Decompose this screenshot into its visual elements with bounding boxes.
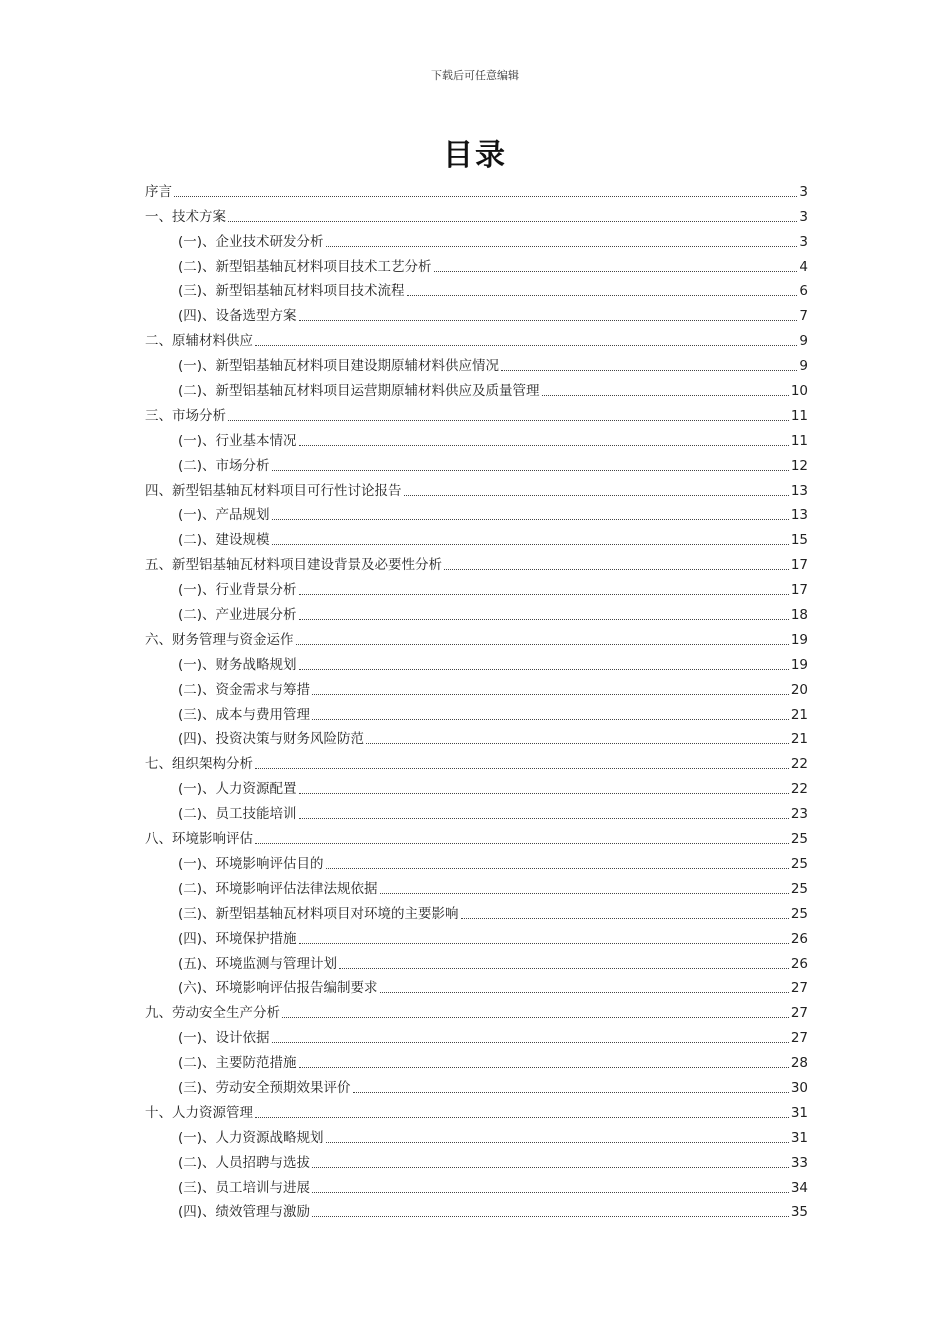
toc-entry-title: 序言 xyxy=(145,183,172,200)
toc-leader-dots xyxy=(444,569,789,570)
toc-leader-dots xyxy=(272,1042,789,1043)
toc-leader-dots xyxy=(461,918,789,919)
toc-subentry[interactable] xyxy=(145,973,808,998)
toc-leader-dots xyxy=(353,1092,789,1093)
toc-entry-title: (二)、资金需求与筹措 xyxy=(178,681,311,698)
toc-page-number: 22 xyxy=(790,756,808,773)
toc-entry-title: (一)、企业技术研发分析 xyxy=(178,233,324,250)
toc-page-number: 25 xyxy=(790,905,808,922)
toc-entry-title: (一)、人力资源配置 xyxy=(178,781,297,798)
toc-subentry[interactable] xyxy=(145,1047,808,1072)
toc-page-number: 30 xyxy=(790,1079,808,1096)
toc-entry-title: 七、组织架构分析 xyxy=(145,756,253,773)
toc-entry-title: (二)、员工技能培训 xyxy=(178,806,297,823)
table-of-contents xyxy=(145,176,808,1221)
toc-leader-dots xyxy=(296,644,789,645)
toc-subentry[interactable] xyxy=(145,276,808,301)
toc-leader-dots xyxy=(380,992,789,993)
toc-page-number: 3 xyxy=(799,183,808,200)
toc-subentry[interactable] xyxy=(145,1147,808,1172)
toc-entry-title: 一、技术方案 xyxy=(145,208,226,225)
toc-leader-dots xyxy=(272,470,789,471)
toc-leader-dots xyxy=(255,843,789,844)
toc-leader-dots xyxy=(299,943,789,944)
toc-page-number: 4 xyxy=(799,258,808,275)
page-title: 目录 xyxy=(443,138,507,173)
toc-page-number: 6 xyxy=(799,283,808,300)
toc-page-number: 21 xyxy=(790,706,808,723)
toc-entry-title: (二)、主要防范措施 xyxy=(178,1055,297,1072)
toc-page-number: 11 xyxy=(790,432,808,449)
toc-subentry[interactable] xyxy=(145,1072,808,1097)
toc-leader-dots xyxy=(326,868,789,869)
toc-page-number: 35 xyxy=(790,1204,808,1221)
toc-leader-dots xyxy=(299,669,789,670)
toc-page-number: 34 xyxy=(790,1179,808,1196)
toc-page-number: 9 xyxy=(799,333,808,350)
toc-leader-dots xyxy=(228,221,797,222)
toc-subentry[interactable] xyxy=(145,1197,808,1222)
toc-page-number: 15 xyxy=(790,532,808,549)
toc-subentry[interactable] xyxy=(145,848,808,873)
toc-entry[interactable] xyxy=(145,475,808,500)
toc-leader-dots xyxy=(255,345,797,346)
toc-entry[interactable] xyxy=(145,549,808,574)
toc-page-number: 12 xyxy=(790,457,808,474)
toc-entry-title: (一)、人力资源战略规划 xyxy=(178,1129,324,1146)
toc-subentry[interactable] xyxy=(145,873,808,898)
toc-leader-dots xyxy=(380,893,789,894)
toc-page-number: 27 xyxy=(790,1030,808,1047)
toc-leader-dots xyxy=(312,1192,789,1193)
toc-leader-dots xyxy=(272,544,789,545)
toc-leader-dots xyxy=(299,619,789,620)
toc-leader-dots xyxy=(228,420,789,421)
page-header: 下载后可任意编辑 xyxy=(431,69,519,82)
toc-entry-title: (一)、财务战略规划 xyxy=(178,656,297,673)
toc-subentry[interactable] xyxy=(145,524,808,549)
toc-subentry[interactable] xyxy=(145,898,808,923)
toc-subentry[interactable] xyxy=(145,599,808,624)
toc-entry-title: (三)、员工培训与进展 xyxy=(178,1179,311,1196)
toc-entry-title: (四)、投资决策与财务风险防范 xyxy=(178,731,365,748)
toc-entry-title: 九、劳动安全生产分析 xyxy=(145,1005,280,1022)
toc-entry-title: (二)、新型铝基轴瓦材料项目技术工艺分析 xyxy=(178,258,432,275)
toc-page-number: 25 xyxy=(790,831,808,848)
toc-subentry[interactable] xyxy=(145,350,808,375)
toc-entry[interactable] xyxy=(145,823,808,848)
toc-subentry[interactable] xyxy=(145,500,808,525)
toc-page-number: 23 xyxy=(790,806,808,823)
toc-entry-title: (二)、新型铝基轴瓦材料项目运营期原辅材料供应及质量管理 xyxy=(178,383,540,400)
toc-entry[interactable] xyxy=(145,400,808,425)
toc-entry[interactable] xyxy=(145,748,808,773)
toc-leader-dots xyxy=(299,594,789,595)
toc-page-number: 25 xyxy=(790,855,808,872)
toc-subentry[interactable] xyxy=(145,574,808,599)
toc-leader-dots xyxy=(407,295,798,296)
toc-entry-title: 六、财务管理与资金运作 xyxy=(145,631,294,648)
toc-entry-title: 三、市场分析 xyxy=(145,407,226,424)
toc-leader-dots xyxy=(299,1067,789,1068)
toc-subentry[interactable] xyxy=(145,450,808,475)
toc-page-number: 22 xyxy=(790,781,808,798)
toc-subentry[interactable] xyxy=(145,1172,808,1197)
toc-entry-title: (一)、行业基本情况 xyxy=(178,432,297,449)
toc-entry-title: (一)、设计依据 xyxy=(178,1030,270,1047)
toc-leader-dots xyxy=(255,1117,789,1118)
toc-page-number: 18 xyxy=(790,607,808,624)
toc-entry-title: 二、原辅材料供应 xyxy=(145,333,253,350)
toc-entry-title: (四)、环境保护措施 xyxy=(178,930,297,947)
toc-page-number: 7 xyxy=(799,308,808,325)
toc-page-number: 19 xyxy=(790,656,808,673)
toc-subentry[interactable] xyxy=(145,226,808,251)
toc-subentry[interactable] xyxy=(145,300,808,325)
toc-leader-dots xyxy=(312,1216,789,1217)
toc-subentry[interactable] xyxy=(145,1122,808,1147)
toc-page-number: 27 xyxy=(790,980,808,997)
toc-entry[interactable] xyxy=(145,201,808,226)
toc-page-number: 17 xyxy=(790,582,808,599)
toc-subentry[interactable] xyxy=(145,649,808,674)
toc-page-number: 19 xyxy=(790,631,808,648)
toc-entry-title: (一)、环境影响评估目的 xyxy=(178,855,324,872)
toc-entry-title: 十、人力资源管理 xyxy=(145,1104,253,1121)
toc-page-number: 26 xyxy=(790,955,808,972)
toc-page-number: 10 xyxy=(790,383,808,400)
toc-subentry[interactable] xyxy=(145,923,808,948)
toc-leader-dots xyxy=(339,968,789,969)
toc-page-number: 28 xyxy=(790,1055,808,1072)
toc-page-number: 31 xyxy=(790,1129,808,1146)
toc-subentry[interactable] xyxy=(145,724,808,749)
toc-page-number: 26 xyxy=(790,930,808,947)
toc-page-number: 13 xyxy=(790,507,808,524)
toc-entry-title: (四)、绩效管理与激励 xyxy=(178,1204,311,1221)
toc-entry[interactable] xyxy=(145,176,808,201)
toc-leader-dots xyxy=(312,1167,789,1168)
toc-entry-title: (四)、设备选型方案 xyxy=(178,308,297,325)
toc-leader-dots xyxy=(272,519,789,520)
toc-leader-dots xyxy=(312,694,789,695)
toc-page-number: 11 xyxy=(790,407,808,424)
toc-leader-dots xyxy=(326,1142,789,1143)
toc-page-number: 13 xyxy=(790,482,808,499)
toc-leader-dots xyxy=(501,370,797,371)
toc-subentry[interactable] xyxy=(145,1022,808,1047)
toc-subentry[interactable] xyxy=(145,699,808,724)
toc-leader-dots xyxy=(299,793,789,794)
toc-page-number: 31 xyxy=(790,1104,808,1121)
toc-entry-title: (三)、新型铝基轴瓦材料项目技术流程 xyxy=(178,283,405,300)
toc-subentry[interactable] xyxy=(145,798,808,823)
toc-entry[interactable] xyxy=(145,997,808,1022)
toc-leader-dots xyxy=(312,719,789,720)
toc-entry-title: (二)、人员招聘与选拔 xyxy=(178,1154,311,1171)
toc-leader-dots xyxy=(366,743,789,744)
toc-page-number: 9 xyxy=(799,358,808,375)
toc-page-number: 21 xyxy=(790,731,808,748)
toc-subentry[interactable] xyxy=(145,251,808,276)
toc-entry-title: (一)、产品规划 xyxy=(178,507,270,524)
toc-entry-title: (二)、建设规模 xyxy=(178,532,270,549)
toc-leader-dots xyxy=(174,196,797,197)
toc-page-number: 20 xyxy=(790,681,808,698)
toc-page-number: 17 xyxy=(790,557,808,574)
toc-entry-title: (六)、环境影响评估报告编制要求 xyxy=(178,980,378,997)
toc-leader-dots xyxy=(282,1017,789,1018)
toc-leader-dots xyxy=(255,768,789,769)
toc-entry-title: (五)、环境监测与管理计划 xyxy=(178,955,338,972)
toc-leader-dots xyxy=(542,395,789,396)
toc-page-number: 3 xyxy=(799,233,808,250)
toc-entry-title: (三)、新型铝基轴瓦材料项目对环境的主要影响 xyxy=(178,905,459,922)
toc-leader-dots xyxy=(299,818,789,819)
toc-entry-title: (二)、市场分析 xyxy=(178,457,270,474)
toc-entry-title: (三)、成本与费用管理 xyxy=(178,706,311,723)
toc-leader-dots xyxy=(434,271,798,272)
toc-entry-title: (一)、新型铝基轴瓦材料项目建设期原辅材料供应情况 xyxy=(178,358,500,375)
toc-subentry[interactable] xyxy=(145,674,808,699)
toc-page-number: 3 xyxy=(799,208,808,225)
toc-entry-title: (一)、行业背景分析 xyxy=(178,582,297,599)
toc-leader-dots xyxy=(404,495,789,496)
toc-entry-title: (三)、劳动安全预期效果评价 xyxy=(178,1079,351,1096)
toc-subentry[interactable] xyxy=(145,425,808,450)
toc-subentry[interactable] xyxy=(145,375,808,400)
toc-leader-dots xyxy=(326,246,798,247)
toc-entry-title: 四、新型铝基轴瓦材料项目可行性讨论报告 xyxy=(145,482,402,499)
toc-leader-dots xyxy=(299,320,798,321)
toc-entry[interactable] xyxy=(145,325,808,350)
toc-entry-title: 五、新型铝基轴瓦材料项目建设背景及必要性分析 xyxy=(145,557,442,574)
toc-entry-title: (二)、环境影响评估法律法规依据 xyxy=(178,880,378,897)
toc-page-number: 27 xyxy=(790,1005,808,1022)
toc-entry-title: (二)、产业进展分析 xyxy=(178,607,297,624)
toc-leader-dots xyxy=(299,445,789,446)
toc-subentry[interactable] xyxy=(145,773,808,798)
toc-subentry[interactable] xyxy=(145,948,808,973)
toc-entry-title: 八、环境影响评估 xyxy=(145,831,253,848)
toc-page-number: 33 xyxy=(790,1154,808,1171)
toc-entry[interactable] xyxy=(145,624,808,649)
toc-entry[interactable] xyxy=(145,1097,808,1122)
toc-page-number: 25 xyxy=(790,880,808,897)
